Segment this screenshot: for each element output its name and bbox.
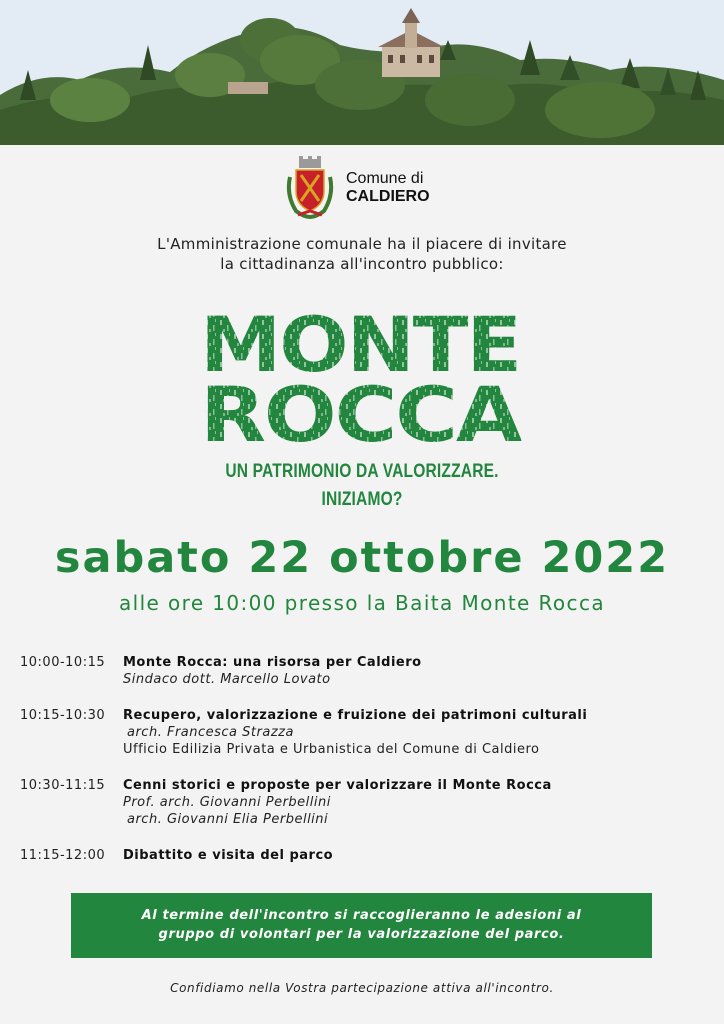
monte-rocca-landscape: [0, 0, 724, 145]
event-subtitle: [65, 458, 659, 514]
program-title: Cenni storici e proposte per valorizzare il Monte Rocca: [123, 778, 552, 793]
municipality-city: CALDIERO: [346, 188, 430, 205]
program-title: Dibattito e visita del parco: [123, 848, 334, 863]
program-item: [20, 707, 700, 758]
program-item: [20, 777, 700, 828]
municipality-prefix: Comune di: [346, 170, 424, 187]
program-speaker-role: Ufficio Edilizia Privata e Urbanistica del Comune di Caldiero: [123, 742, 540, 757]
program-speaker: Sindaco dott. Marcello Lovato: [123, 672, 331, 687]
subtitle-line-1: UN PATRIMONIO DA VALORIZZARE.: [225, 461, 499, 482]
invitation-line-1: L'Amministrazione comunale ha il piacere di invitare: [157, 235, 567, 253]
volunteer-banner: [71, 893, 652, 958]
event-time-place: alle ore 10:00 presso la Baita Monte Rocca: [118, 591, 606, 615]
title-line-2: ROCCA: [200, 370, 523, 450]
municipality-name: [346, 170, 430, 206]
banner-line-2: gruppo di volontari per la valorizzazione del parco.: [158, 927, 565, 942]
program-time: 10:00-10:15: [20, 655, 106, 670]
event-date: sabato 22 ottobre 2022: [54, 533, 670, 583]
program-speaker: arch. Francesca Strazza: [127, 725, 294, 740]
banner-line-1: Al termine dell'incontro si raccoglieranno le adesioni al: [141, 908, 582, 923]
program-speaker: arch. Giovanni Elia Perbellini: [127, 812, 329, 827]
event-title: [190, 305, 530, 450]
municipality-header: [0, 153, 724, 223]
closing-text: Confidiamo nella Vostra partecipazione attiva all'incontro.: [170, 981, 554, 995]
subtitle-line-2: INIZIAMO?: [321, 489, 403, 510]
program-title: Recupero, valorizzazione e fruizione dei patrimoni culturali: [123, 708, 588, 723]
program-item: [20, 654, 700, 688]
program-title: Monte Rocca: una risorsa per Caldiero: [123, 655, 422, 670]
program-time: 10:30-11:15: [20, 778, 106, 793]
program-speaker: Prof. arch. Giovanni Perbellini: [123, 795, 331, 810]
program-time: 11:15-12:00: [20, 848, 106, 863]
program-item: [20, 847, 700, 864]
program-time: 10:15-10:30: [20, 708, 106, 723]
crest-icon: [284, 155, 336, 221]
invitation-line-2: la cittadinanza all'incontro pubblico:: [220, 255, 504, 273]
program-list: [20, 654, 700, 883]
invitation-text: [0, 234, 724, 274]
title-line-1: MONTE: [200, 305, 520, 389]
hero-photo: [0, 0, 724, 145]
